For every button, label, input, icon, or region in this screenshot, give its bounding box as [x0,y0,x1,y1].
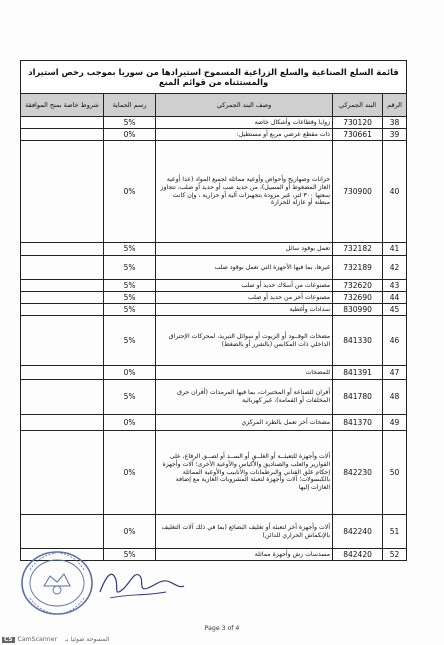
row-num: 44 [383,292,407,304]
cs-label: CamScanner [17,636,58,643]
table-row [21,243,407,256]
row-code: 730120 [333,117,383,129]
row-fee: 5% [104,549,156,561]
row-fee: 0% [104,129,156,141]
row-code: 841330 [333,316,383,366]
row-code: 732690 [333,292,383,304]
row-num: 50 [383,431,407,515]
row-desc: مسدسات رش وأجهزة مماثلة [156,549,333,561]
row-cond [21,515,104,549]
row-desc: خزانات وصهاريج وأحواض وأوعية مماثلة لجميع المواد (عدا أوعية الغاز المضغوط أو المسيل)، من حديد صب أو حديد أو صلب، تتجاوز سعتها ٣٠٠ لتر، غير مزودة بتجهيزات آلية أو حرارية ، وإن كانت مبطنة أو عازلة للحرارة [156,141,333,243]
table-title: قائمة السلع الصناعية والسلع الزراعية المسموح استيرادها من سوريا بموجب رخص استيراد والمستثناه من قوائم المنع [21,61,407,94]
row-cond [21,380,104,415]
row-fee: 0% [104,431,156,515]
row-fee: 0% [104,515,156,549]
table-row [21,366,407,380]
row-desc: للمضخات [156,366,333,380]
row-num: 47 [383,366,407,380]
row-cond [21,316,104,366]
signature [96,558,186,606]
row-code: 841780 [333,380,383,415]
row-desc: زوايا وقطاعات وأشكال خاصة [156,117,333,129]
row-desc: آلات وأجهزة أخر لتعبئة أو تغليف البضائع (بما في ذلك آلات التغليف بالإنكماش الحراري للدائن) [156,515,333,549]
row-desc: مضخات أخر تعمل بالطرد المركزي [156,415,333,431]
table-row [21,280,407,292]
row-num: 51 [383,515,407,549]
row-num: 49 [383,415,407,431]
row-desc: غيرها، بما فيها الأجهزة التي تعمل بوقود صلب [156,256,333,280]
row-fee: 5% [104,304,156,316]
table-row [21,141,407,243]
cs-arabic: المسوحة ضوئيا بـ [64,636,110,643]
row-desc: مصنوعات أخر من حديد أو صلب [156,292,333,304]
row-desc: مصنوعات من أسلاك حديد أو صلب [156,280,333,292]
row-cond [21,280,104,292]
row-cond [21,415,104,431]
camscanner-watermark [2,636,109,643]
row-num: 52 [383,549,407,561]
table-row [21,304,407,316]
official-stamp [18,548,96,618]
row-cond [21,141,104,243]
table-row [21,415,407,431]
row-fee: 5% [104,380,156,415]
row-fee: 0% [104,415,156,431]
table-header-row [21,94,407,117]
row-code: 730661 [333,129,383,141]
row-code: 732620 [333,280,383,292]
table-row [21,515,407,549]
row-fee: 5% [104,117,156,129]
header-cond: شروط خاصة بمنح الموافقة [21,94,104,117]
goods-table [20,60,407,561]
row-cond [21,304,104,316]
row-num: 43 [383,280,407,292]
cs-badge: CS [4,637,13,643]
row-num: 40 [383,141,407,243]
table-row [21,380,407,415]
row-num: 38 [383,117,407,129]
header-desc: وصف البند الجمركي [156,94,333,117]
table-row [21,256,407,280]
row-num: 45 [383,304,407,316]
row-cond [21,256,104,280]
row-fee: 5% [104,243,156,256]
row-code: 732182 [333,243,383,256]
row-code: 842420 [333,549,383,561]
row-desc: ذات مقطع عرضي مربع أو مستطيل: [156,129,333,141]
row-code: 842230 [333,431,383,515]
row-fee: 5% [104,292,156,304]
row-fee: 0% [104,141,156,243]
row-cond [21,117,104,129]
row-num: 39 [383,129,407,141]
table-row [21,292,407,304]
row-desc: آلات وأجهزة للتعبئــة أو الغلــق أو الســد أو لصــق الرقاع، على القوارير والعلب والصناديق والأكياس والأوعية الأخرى؛ آلات وأجهزة إحكام غلق القناني والبرطمانات والأنابيب والأوعية المماثلة بالكبسولات؛ آلات وأجهزة لتعبئة المشروبات الغازية مع إضافة الغازات إليها [156,431,333,515]
table-row [21,316,407,366]
table-row [21,117,407,129]
header-code: البند الجمركي [333,94,383,117]
table-row [21,431,407,515]
row-desc: سدادات وأغطية [156,304,333,316]
table-row [21,129,407,141]
row-desc: تعمل بوقود سائل [156,243,333,256]
row-code: 732189 [333,256,383,280]
row-code: 841391 [333,366,383,380]
row-code: 841370 [333,415,383,431]
row-cond [21,243,104,256]
row-code: 730900 [333,141,383,243]
row-num: 46 [383,316,407,366]
page-footer: Page 3 of 4 [204,625,240,632]
row-cond [21,431,104,515]
row-num: 41 [383,243,407,256]
row-num: 42 [383,256,407,280]
row-fee: 5% [104,316,156,366]
row-desc: أفران للصناعة أو المختبرات، بما فيها المرمدات (أفران حرق المخلفات أو القمامة)، غير كهربائية [156,380,333,415]
row-cond [21,292,104,304]
header-num: الرقم [383,94,407,117]
row-code: 830990 [333,304,383,316]
row-num: 48 [383,380,407,415]
row-fee: 5% [104,256,156,280]
row-fee: 5% [104,280,156,292]
row-desc: مضخات الوقــود أو الزيوت أو سوائل التبريد، لمحركات الإحتراق الداخلي ذات المكابس (بالشرر أو بالضغط) [156,316,333,366]
row-cond [21,366,104,380]
row-code: 842240 [333,515,383,549]
header-fee: رسم الحماية [104,94,156,117]
row-fee: 0% [104,366,156,380]
row-cond [21,129,104,141]
